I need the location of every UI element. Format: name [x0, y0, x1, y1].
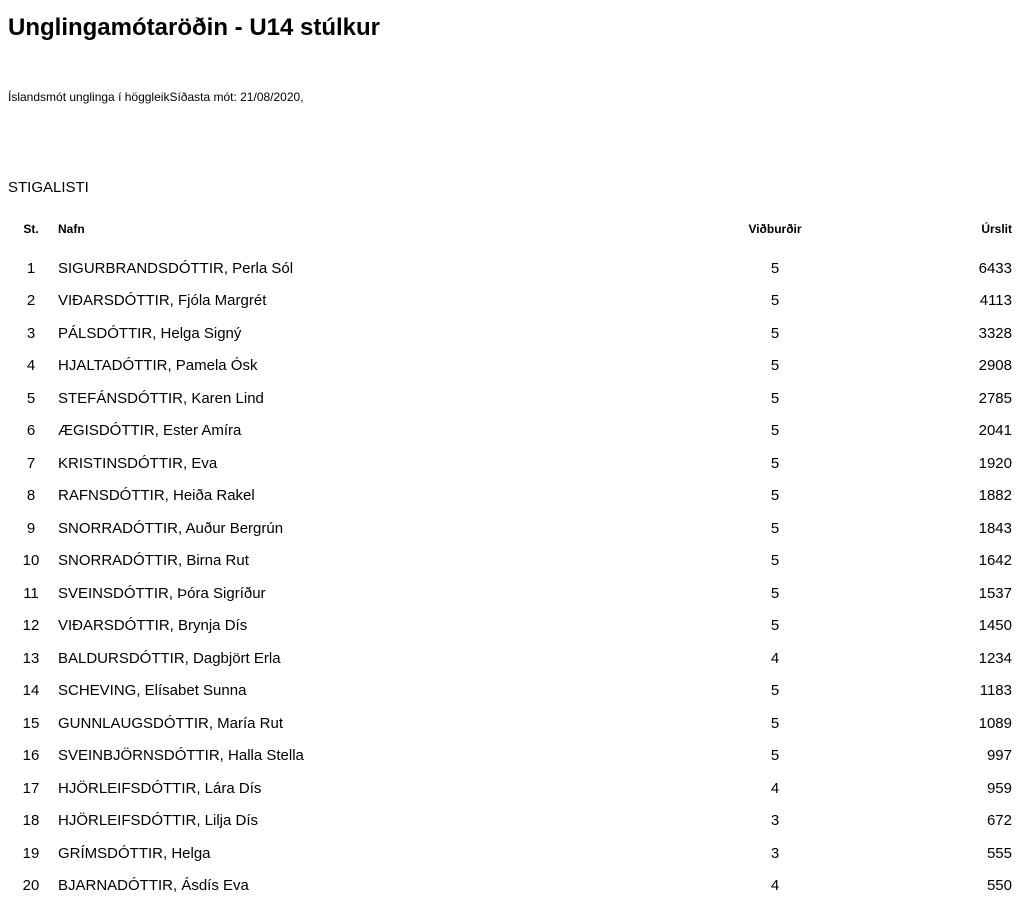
name-cell: SCHEVING, Elísabet Sunna — [58, 682, 247, 700]
table-row — [8, 707, 1024, 740]
name-cell: STEFÁNSDÓTTIR, Karen Lind — [58, 389, 264, 407]
name-cell: SVEINSDÓTTIR, Þóra Sigríður — [58, 584, 266, 602]
table-row — [8, 870, 1024, 903]
events-cell: 5 — [770, 617, 780, 635]
rank-cell: 12 — [22, 617, 40, 635]
score-cell: 2785 — [978, 389, 1012, 407]
score-cell: 4113 — [979, 292, 1012, 310]
events-cell: 5 — [770, 714, 780, 732]
name-cell: BALDURSDÓTTIR, Dagbjört Erla — [58, 649, 281, 667]
table-row — [8, 480, 1024, 513]
rank-cell: 13 — [22, 649, 40, 667]
score-cell: 1882 — [978, 487, 1012, 505]
score-cell: 555 — [986, 844, 1012, 862]
score-cell: 672 — [986, 812, 1012, 830]
score-cell: 6433 — [978, 259, 1012, 277]
events-cell: 5 — [770, 487, 780, 505]
table-row — [8, 805, 1024, 838]
name-cell: SNORRADÓTTIR, Auður Bergrún — [58, 519, 284, 537]
name-cell: VIÐARSDÓTTIR, Brynja Dís — [58, 617, 248, 635]
name-cell: SIGURBRANDSDÓTTIR, Perla Sól — [58, 259, 294, 277]
events-cell: 4 — [770, 877, 780, 895]
score-cell: 1537 — [978, 584, 1012, 602]
table-row — [8, 317, 1024, 350]
name-cell: SVEINBJÖRNSDÓTTIR, Halla Stella — [58, 747, 304, 765]
score-cell: 2908 — [978, 357, 1012, 375]
rank-cell: 14 — [22, 682, 40, 700]
name-cell: BJARNADÓTTIR, Ásdís Eva — [58, 877, 249, 895]
name-cell: HJÖRLEIFSDÓTTIR, Lára Dís — [58, 779, 262, 797]
score-cell: 959 — [986, 779, 1012, 797]
score-cell: 3328 — [978, 324, 1012, 342]
events-cell: 5 — [770, 682, 780, 700]
table-row — [8, 447, 1024, 480]
section-heading: STIGALISTI — [8, 179, 89, 196]
events-cell: 5 — [770, 584, 780, 602]
page-subtitle: Íslandsmót unglinga í höggleikSíðasta mót: 21/08/2020, — [8, 90, 304, 104]
rank-cell: 3 — [26, 324, 36, 342]
table-row — [8, 772, 1024, 805]
page-title: Unglingamótaröðin - U14 stúlkur — [8, 14, 381, 41]
score-cell: 2041 — [978, 422, 1012, 440]
name-cell: GUNNLAUGSDÓTTIR, María Rut — [58, 714, 284, 732]
events-cell: 4 — [770, 649, 780, 667]
rank-cell: 16 — [22, 747, 40, 765]
rank-cell: 19 — [22, 844, 40, 862]
events-cell: 5 — [770, 259, 780, 277]
table-row — [8, 512, 1024, 545]
header-score: Úrslit — [981, 222, 1012, 236]
ranking-table-header — [8, 212, 1024, 246]
name-cell: SNORRADÓTTIR, Birna Rut — [58, 552, 249, 570]
events-cell: 5 — [770, 422, 780, 440]
table-row — [8, 577, 1024, 610]
table-row — [8, 350, 1024, 383]
events-cell: 3 — [770, 812, 780, 830]
score-cell: 1183 — [979, 682, 1012, 700]
events-cell: 4 — [770, 779, 780, 797]
rank-cell: 15 — [22, 714, 40, 732]
table-row — [8, 642, 1024, 675]
score-cell: 1234 — [978, 649, 1012, 667]
rank-cell: 20 — [22, 877, 40, 895]
score-cell: 550 — [986, 877, 1012, 895]
rank-cell: 10 — [22, 552, 40, 570]
events-cell: 5 — [770, 292, 780, 310]
table-row — [8, 610, 1024, 643]
name-cell: KRISTINSDÓTTIR, Eva — [58, 454, 218, 472]
table-row — [8, 675, 1024, 708]
rank-cell: 8 — [26, 487, 36, 505]
header-name: Nafn — [58, 222, 85, 236]
header-row — [8, 212, 1024, 246]
events-cell: 5 — [770, 747, 780, 765]
events-cell: 5 — [770, 324, 780, 342]
name-cell: VIÐARSDÓTTIR, Fjóla Margrét — [58, 292, 267, 310]
score-cell: 1920 — [978, 454, 1012, 472]
table-row — [8, 545, 1024, 578]
events-cell: 5 — [770, 357, 780, 375]
rank-cell: 4 — [26, 357, 36, 375]
name-cell: RAFNSDÓTTIR, Heiða Rakel — [58, 487, 255, 505]
table-row — [8, 382, 1024, 415]
ranking-table-body — [8, 246, 1024, 902]
header-rank: St. — [23, 222, 39, 236]
score-cell: 1450 — [978, 617, 1012, 635]
name-cell: HJÖRLEIFSDÓTTIR, Lilja Dís — [58, 812, 259, 830]
rank-cell: 9 — [26, 519, 36, 537]
rank-cell: 18 — [22, 812, 40, 830]
rank-cell: 11 — [23, 584, 39, 602]
score-cell: 1089 — [978, 714, 1012, 732]
ranking-table — [8, 212, 1024, 902]
rank-cell: 1 — [26, 259, 36, 277]
score-cell: 1642 — [978, 552, 1012, 570]
rank-cell: 6 — [26, 422, 36, 440]
table-row — [8, 246, 1024, 285]
name-cell: PÁLSDÓTTIR, Helga Signý — [58, 324, 242, 342]
events-cell: 5 — [770, 389, 780, 407]
header-events: Viðburðir — [748, 222, 802, 236]
name-cell: GRÍMSDÓTTIR, Helga — [58, 844, 211, 862]
events-cell: 5 — [770, 519, 780, 537]
rank-cell: 5 — [26, 389, 36, 407]
table-row — [8, 415, 1024, 448]
events-cell: 3 — [770, 844, 780, 862]
events-cell: 5 — [770, 552, 780, 570]
name-cell: ÆGISDÓTTIR, Ester Amíra — [58, 422, 242, 440]
table-row — [8, 285, 1024, 318]
events-cell: 5 — [770, 454, 780, 472]
score-cell: 1843 — [978, 519, 1012, 537]
score-cell: 997 — [986, 747, 1012, 765]
table-row — [8, 740, 1024, 773]
rank-cell: 2 — [26, 292, 36, 310]
table-row — [8, 837, 1024, 870]
rank-cell: 17 — [22, 779, 40, 797]
name-cell: HJALTADÓTTIR, Pamela Ósk — [58, 357, 258, 375]
rank-cell: 7 — [26, 454, 36, 472]
